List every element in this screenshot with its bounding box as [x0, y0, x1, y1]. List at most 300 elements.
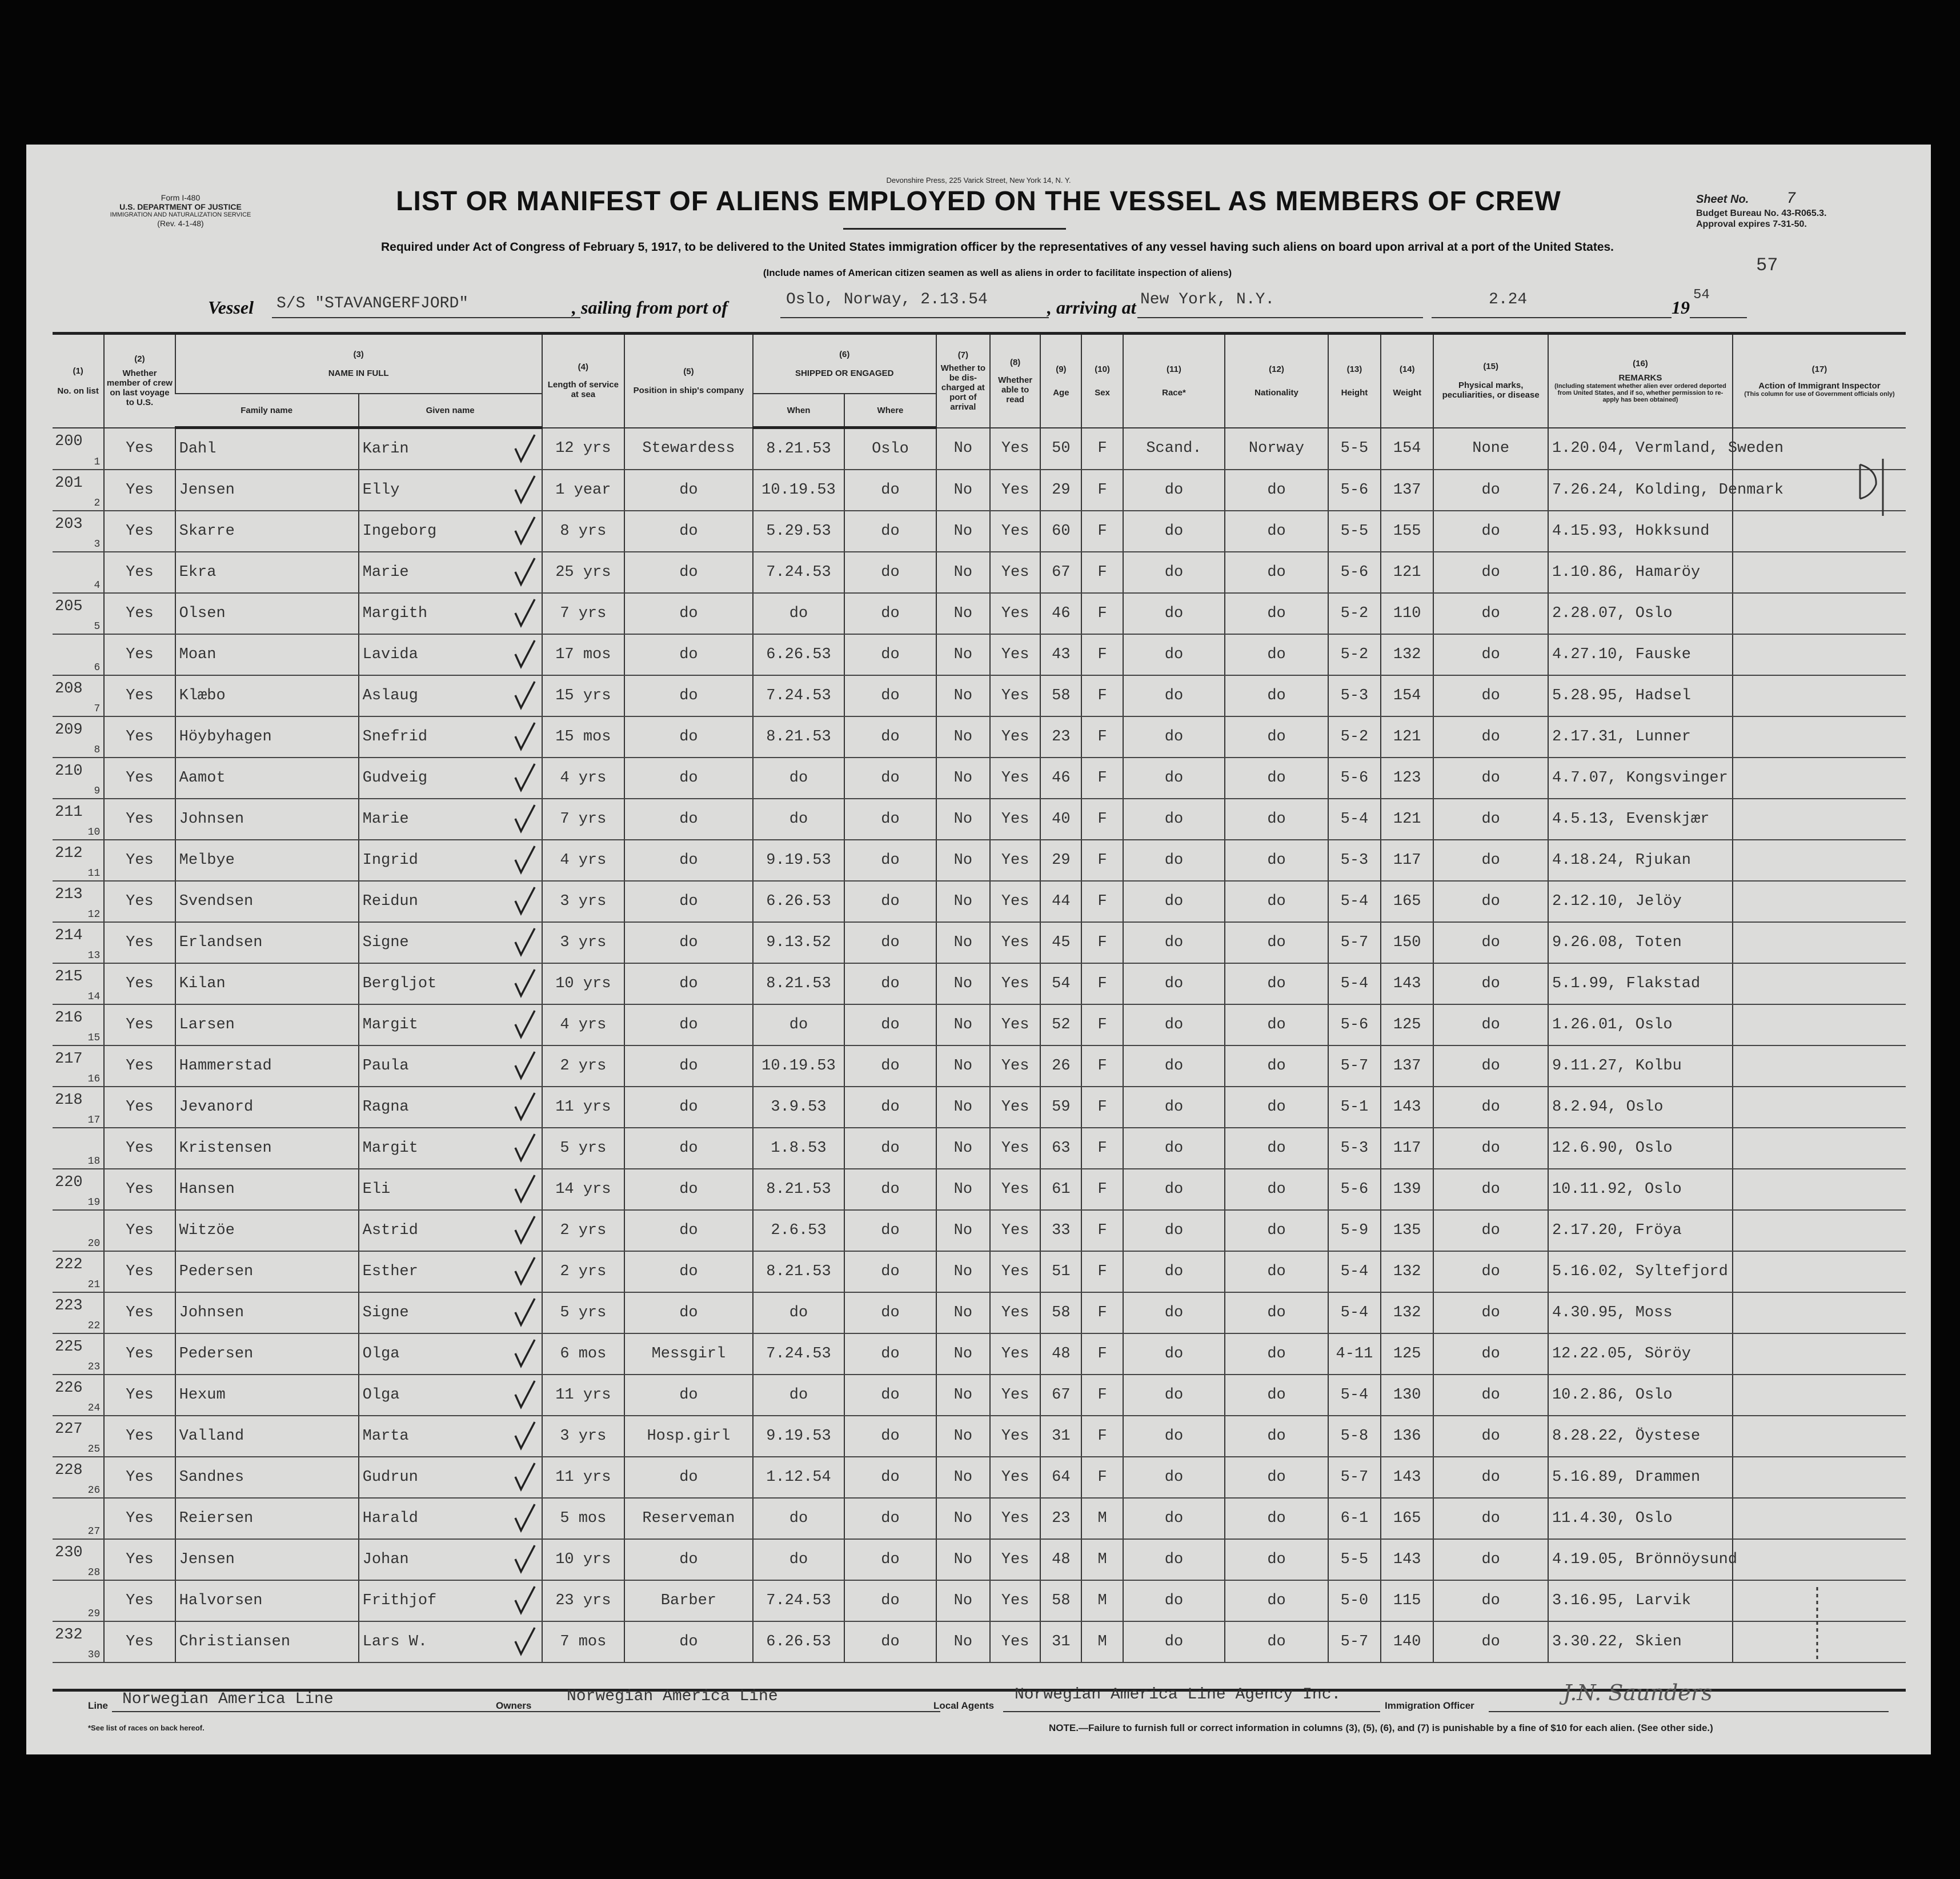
- given-name-cell: Gudrun: [359, 1457, 542, 1498]
- list-number: 220: [55, 1174, 83, 1191]
- shipped-where-cell: do: [844, 470, 936, 511]
- last-voyage-cell: Yes: [104, 1169, 175, 1210]
- discharged-cell: No: [936, 1169, 990, 1210]
- service-cell: 17 mos: [542, 634, 624, 675]
- check-mark-icon: [512, 884, 538, 918]
- nationality-cell: do: [1225, 1169, 1328, 1210]
- last-voyage-cell: Yes: [104, 963, 175, 1004]
- sex-cell: F: [1081, 1416, 1123, 1457]
- race-cell: do: [1123, 1004, 1225, 1045]
- weight-cell: 155: [1381, 511, 1433, 552]
- shipped-when-cell: do: [753, 1539, 844, 1580]
- physical-marks-cell: do: [1433, 511, 1548, 552]
- shipped-where-cell: do: [844, 1210, 936, 1251]
- position-cell: do: [624, 675, 753, 716]
- height-cell: 5-3: [1328, 1128, 1381, 1169]
- list-number: 205: [55, 598, 83, 615]
- check-mark-icon: [512, 514, 538, 548]
- weight-cell: 143: [1381, 1457, 1433, 1498]
- shipped-where-cell: do: [844, 922, 936, 963]
- col-race-header: (11) Race*: [1123, 334, 1225, 428]
- table-row: [53, 963, 1906, 1004]
- age-cell: 48: [1040, 1333, 1081, 1375]
- age-cell: 52: [1040, 1004, 1081, 1045]
- sex-cell: F: [1081, 758, 1123, 799]
- shipped-when-cell: do: [753, 593, 844, 634]
- inspector-action-cell: [1733, 1251, 1906, 1292]
- remarks-cell: 9.11.27, Kolbu: [1548, 1045, 1733, 1087]
- check-mark-icon: [512, 1583, 538, 1617]
- discharged-cell: No: [936, 593, 990, 634]
- family-name-cell: Hammerstad: [175, 1045, 359, 1087]
- arriving-port: New York, N.Y.: [1140, 291, 1275, 309]
- family-name-cell: Svendsen: [175, 881, 359, 922]
- position-cell: do: [624, 470, 753, 511]
- agents-value: Norwegian America Line Agency Inc.: [1015, 1686, 1341, 1704]
- age-cell: 58: [1040, 675, 1081, 716]
- read-cell: Yes: [990, 922, 1040, 963]
- physical-marks-cell: do: [1433, 1210, 1548, 1251]
- table-row: [53, 1087, 1906, 1128]
- remarks-cell: 10.11.92, Oslo: [1548, 1169, 1733, 1210]
- position-cell: Stewardess: [624, 428, 753, 470]
- check-mark-icon: [512, 1172, 538, 1206]
- nationality-cell: do: [1225, 1128, 1328, 1169]
- line-number: 8: [94, 744, 101, 756]
- shipped-where-cell: do: [844, 799, 936, 840]
- given-name-cell: Eli: [359, 1169, 542, 1210]
- given-name-cell: Harald: [359, 1498, 542, 1539]
- sex-cell: M: [1081, 1580, 1123, 1621]
- col-age-header: (9) Age: [1040, 334, 1081, 428]
- shipped-where-cell: do: [844, 1292, 936, 1333]
- read-cell: Yes: [990, 1375, 1040, 1416]
- form-revision: (Rev. 4-1-48): [157, 218, 204, 228]
- age-cell: 45: [1040, 922, 1081, 963]
- list-number: 210: [55, 763, 83, 780]
- table-row: [53, 675, 1906, 716]
- line-number: 13: [87, 950, 101, 961]
- family-name-cell: Johnsen: [175, 799, 359, 840]
- discharged-cell: No: [936, 1292, 990, 1333]
- remarks-cell: 10.2.86, Oslo: [1548, 1375, 1733, 1416]
- service-cell: 3 yrs: [542, 922, 624, 963]
- sailing-underline: [780, 317, 1049, 318]
- discharged-cell: No: [936, 1580, 990, 1621]
- age-cell: 67: [1040, 552, 1081, 593]
- list-number-cell: [53, 922, 104, 963]
- sheet-label: Sheet No.: [1696, 193, 1749, 206]
- position-cell: do: [624, 1169, 753, 1210]
- last-voyage-cell: Yes: [104, 922, 175, 963]
- read-cell: Yes: [990, 593, 1040, 634]
- last-voyage-cell: Yes: [104, 1375, 175, 1416]
- given-name-cell: Lavida: [359, 634, 542, 675]
- remarks-cell: 4.18.24, Rjukan: [1548, 840, 1733, 881]
- service-cell: 11 yrs: [542, 1375, 624, 1416]
- physical-marks-cell: do: [1433, 799, 1548, 840]
- discharged-cell: No: [936, 840, 990, 881]
- nationality-cell: do: [1225, 1621, 1328, 1662]
- check-mark-icon: [512, 1542, 538, 1576]
- col-action-header: (17) Action of Immigrant Inspector (This column for use of Government officials only): [1733, 334, 1906, 428]
- col-position-header: (5) Position in ship's company: [624, 334, 753, 428]
- service-cell: 3 yrs: [542, 1416, 624, 1457]
- nationality-cell: do: [1225, 1087, 1328, 1128]
- table-row: [53, 1169, 1906, 1210]
- shipped-when-cell: 7.24.53: [753, 552, 844, 593]
- nationality-cell: do: [1225, 1416, 1328, 1457]
- list-number: 203: [55, 516, 83, 533]
- shipped-when-cell: 3.9.53: [753, 1087, 844, 1128]
- sex-cell: F: [1081, 511, 1123, 552]
- race-cell: do: [1123, 1292, 1225, 1333]
- shipped-when-cell: 8.21.53: [753, 1251, 844, 1292]
- age-cell: 50: [1040, 428, 1081, 470]
- line-number: 1: [94, 456, 101, 468]
- sex-cell: F: [1081, 922, 1123, 963]
- line-value: Norwegian America Line: [122, 1690, 334, 1708]
- sailing-port: Oslo, Norway, 2.13.54: [786, 291, 988, 309]
- last-voyage-cell: Yes: [104, 511, 175, 552]
- service-cell: 11 yrs: [542, 1457, 624, 1498]
- service-cell: 5 yrs: [542, 1128, 624, 1169]
- service-cell: 4 yrs: [542, 840, 624, 881]
- service-cell: 3 yrs: [542, 881, 624, 922]
- race-cell: do: [1123, 470, 1225, 511]
- weight-cell: 143: [1381, 1087, 1433, 1128]
- discharged-cell: No: [936, 634, 990, 675]
- weight-cell: 135: [1381, 1210, 1433, 1251]
- table-row: [53, 511, 1906, 552]
- list-number: 215: [55, 968, 83, 985]
- discharged-cell: No: [936, 1498, 990, 1539]
- col-remarks-header: (16) REMARKS (Including statement whether alien ever ordered deported from United States, and if so, whether permission to re-apply has been obtained): [1548, 334, 1733, 428]
- read-cell: Yes: [990, 1292, 1040, 1333]
- list-number-cell: [53, 675, 104, 716]
- col-last-voyage-header: (2) Whether member of crew on last voyage to U.S.: [104, 334, 175, 428]
- shipped-where-cell: do: [844, 593, 936, 634]
- position-cell: do: [624, 552, 753, 593]
- list-number-cell: [53, 1004, 104, 1045]
- shipped-where-cell: Oslo: [844, 428, 936, 470]
- read-cell: Yes: [990, 799, 1040, 840]
- weight-cell: 150: [1381, 922, 1433, 963]
- line-underline: [112, 1711, 558, 1712]
- weight-cell: 154: [1381, 428, 1433, 470]
- family-name-cell: Höybyhagen: [175, 716, 359, 758]
- age-cell: 23: [1040, 1498, 1081, 1539]
- weight-cell: 110: [1381, 593, 1433, 634]
- weight-cell: 137: [1381, 1045, 1433, 1087]
- shipped-where-cell: do: [844, 1087, 936, 1128]
- remarks-cell: 7.26.24, Kolding, Denmark: [1548, 470, 1733, 511]
- position-cell: do: [624, 881, 753, 922]
- check-mark-icon: [512, 802, 538, 836]
- family-name-cell: Melbye: [175, 840, 359, 881]
- given-name-cell: Paula: [359, 1045, 542, 1087]
- line-number: 2: [94, 498, 101, 509]
- race-cell: do: [1123, 1210, 1225, 1251]
- height-cell: 5-6: [1328, 1169, 1381, 1210]
- last-voyage-cell: Yes: [104, 1087, 175, 1128]
- race-cell: do: [1123, 1251, 1225, 1292]
- agents-underline: [1003, 1711, 1380, 1712]
- family-name-cell: Pedersen: [175, 1251, 359, 1292]
- list-number: 225: [55, 1339, 83, 1356]
- list-number: 201: [55, 475, 83, 492]
- service-cell: 7 yrs: [542, 593, 624, 634]
- check-mark-icon: [512, 1295, 538, 1329]
- family-name-cell: Hexum: [175, 1375, 359, 1416]
- read-cell: Yes: [990, 1498, 1040, 1539]
- nationality-cell: do: [1225, 1580, 1328, 1621]
- age-cell: 29: [1040, 840, 1081, 881]
- last-voyage-cell: Yes: [104, 1498, 175, 1539]
- position-cell: do: [624, 1210, 753, 1251]
- shipped-where-cell: do: [844, 1621, 936, 1662]
- read-cell: Yes: [990, 552, 1040, 593]
- vessel-underline: [272, 317, 580, 318]
- crew-table-body: [53, 428, 1906, 1663]
- remarks-cell: 5.1.99, Flakstad: [1548, 963, 1733, 1004]
- physical-marks-cell: do: [1433, 1169, 1548, 1210]
- age-cell: 46: [1040, 758, 1081, 799]
- last-voyage-cell: Yes: [104, 634, 175, 675]
- officer-signature: J.N. Saunders: [1563, 1680, 1713, 1705]
- list-number-cell: [53, 963, 104, 1004]
- height-cell: 5-8: [1328, 1416, 1381, 1457]
- weight-cell: 130: [1381, 1375, 1433, 1416]
- given-name-cell: Marie: [359, 799, 542, 840]
- service-cell: 12 yrs: [542, 428, 624, 470]
- sex-cell: F: [1081, 675, 1123, 716]
- line-number: 14: [87, 991, 101, 1003]
- nationality-cell: do: [1225, 799, 1328, 840]
- given-name-cell: Reidun: [359, 881, 542, 922]
- list-number-cell: [53, 1333, 104, 1375]
- given-name-cell: Aslaug: [359, 675, 542, 716]
- remarks-cell: 8.2.94, Oslo: [1548, 1087, 1733, 1128]
- read-cell: Yes: [990, 840, 1040, 881]
- line-number: 25: [87, 1444, 101, 1455]
- remarks-cell: 1.20.04, Vermland, Sweden: [1548, 428, 1733, 470]
- table-row: [53, 716, 1906, 758]
- remarks-cell: 4.5.13, Evenskjær: [1548, 799, 1733, 840]
- list-number: 209: [55, 722, 83, 739]
- line-label: Line: [88, 1700, 108, 1711]
- table-row: [53, 1004, 1906, 1045]
- weight-cell: 121: [1381, 552, 1433, 593]
- last-voyage-cell: Yes: [104, 799, 175, 840]
- nationality-cell: do: [1225, 840, 1328, 881]
- table-row: [53, 593, 1906, 634]
- table-row: [53, 470, 1906, 511]
- service-cell: 11 yrs: [542, 1087, 624, 1128]
- shipped-where-cell: do: [844, 1416, 936, 1457]
- check-mark-icon: [512, 472, 538, 507]
- remarks-cell: 12.22.05, Söröy: [1548, 1333, 1733, 1375]
- sex-cell: F: [1081, 840, 1123, 881]
- given-name-cell: Ragna: [359, 1087, 542, 1128]
- given-name-cell: Marta: [359, 1416, 542, 1457]
- sex-cell: F: [1081, 1210, 1123, 1251]
- remarks-cell: 1.10.86, Hamaröy: [1548, 552, 1733, 593]
- check-mark-icon: [512, 925, 538, 959]
- col-read-header: (8) Whether able to read: [990, 334, 1040, 428]
- col-discharged-header: (7) Whether to be dis-charged at port of arrival: [936, 334, 990, 428]
- shipped-when-cell: 10.19.53: [753, 1045, 844, 1087]
- age-cell: 44: [1040, 881, 1081, 922]
- budget-bureau: Budget Bureau No. 43-R065.3.: [1696, 209, 1827, 219]
- line-number: 4: [94, 580, 101, 591]
- height-cell: 5-7: [1328, 1457, 1381, 1498]
- weight-cell: 125: [1381, 1333, 1433, 1375]
- last-voyage-cell: Yes: [104, 716, 175, 758]
- physical-marks-cell: do: [1433, 552, 1548, 593]
- height-cell: 5-2: [1328, 716, 1381, 758]
- discharged-cell: No: [936, 1087, 990, 1128]
- race-cell: do: [1123, 840, 1225, 881]
- race-cell: do: [1123, 511, 1225, 552]
- title-underline: [843, 228, 1066, 230]
- shipped-where-cell: do: [844, 1498, 936, 1539]
- check-mark-icon: [512, 596, 538, 630]
- list-number: 222: [55, 1256, 83, 1273]
- discharged-cell: No: [936, 881, 990, 922]
- race-cell: do: [1123, 675, 1225, 716]
- age-cell: 31: [1040, 1416, 1081, 1457]
- list-number: 211: [55, 804, 83, 821]
- check-mark-icon: [512, 1624, 538, 1658]
- read-cell: Yes: [990, 675, 1040, 716]
- weight-cell: 132: [1381, 1292, 1433, 1333]
- position-cell: do: [624, 593, 753, 634]
- remarks-cell: 1.26.01, Oslo: [1548, 1004, 1733, 1045]
- weight-cell: 136: [1381, 1416, 1433, 1457]
- check-mark-icon: [512, 1089, 538, 1124]
- age-cell: 58: [1040, 1292, 1081, 1333]
- last-voyage-cell: Yes: [104, 470, 175, 511]
- list-number-cell: [53, 552, 104, 593]
- race-cell: do: [1123, 716, 1225, 758]
- race-cell: do: [1123, 1045, 1225, 1087]
- sex-cell: F: [1081, 552, 1123, 593]
- owners-label: Owners: [496, 1700, 532, 1711]
- table-row: [53, 1416, 1906, 1457]
- inspector-action-cell: [1733, 758, 1906, 799]
- remarks-cell: 5.16.02, Syltefjord: [1548, 1251, 1733, 1292]
- sex-cell: M: [1081, 1498, 1123, 1539]
- age-cell: 64: [1040, 1457, 1081, 1498]
- shipped-when-cell: do: [753, 1004, 844, 1045]
- race-cell: do: [1123, 881, 1225, 922]
- table-row: [53, 1580, 1906, 1621]
- shipped-where-cell: do: [844, 1128, 936, 1169]
- weight-cell: 125: [1381, 1004, 1433, 1045]
- check-mark-icon: [512, 1131, 538, 1165]
- page-number: 57: [1756, 255, 1778, 276]
- family-name-cell: Larsen: [175, 1004, 359, 1045]
- shipped-when-cell: do: [753, 1292, 844, 1333]
- race-cell: do: [1123, 1621, 1225, 1662]
- last-voyage-cell: Yes: [104, 1333, 175, 1375]
- list-number-cell: [53, 716, 104, 758]
- service-cell: 4 yrs: [542, 1004, 624, 1045]
- last-voyage-cell: Yes: [104, 1128, 175, 1169]
- family-name-cell: Moan: [175, 634, 359, 675]
- check-mark-icon: [512, 1048, 538, 1083]
- races-note: *See list of races on back hereof.: [88, 1724, 205, 1732]
- list-number-cell: [53, 470, 104, 511]
- nationality-cell: do: [1225, 634, 1328, 675]
- shipped-when-cell: do: [753, 799, 844, 840]
- service-cell: 7 yrs: [542, 799, 624, 840]
- shipped-where-cell: do: [844, 1457, 936, 1498]
- table-row: [53, 1333, 1906, 1375]
- last-voyage-cell: Yes: [104, 1251, 175, 1292]
- given-name-cell: Ingrid: [359, 840, 542, 881]
- last-voyage-cell: Yes: [104, 881, 175, 922]
- family-name-cell: Pedersen: [175, 1333, 359, 1375]
- race-cell: do: [1123, 1457, 1225, 1498]
- line-number: 17: [87, 1115, 101, 1126]
- inclusion-note: (Include names of American citizen seamen as well as aliens in order to facilitate inspection of aliens): [763, 267, 1232, 278]
- given-name-cell: Esther: [359, 1251, 542, 1292]
- check-mark-icon: [512, 843, 538, 877]
- position-cell: do: [624, 1251, 753, 1292]
- list-number: 216: [55, 1009, 83, 1027]
- shipped-when-cell: 8.21.53: [753, 963, 844, 1004]
- physical-marks-cell: do: [1433, 1375, 1548, 1416]
- sex-cell: F: [1081, 634, 1123, 675]
- height-cell: 5-1: [1328, 1087, 1381, 1128]
- service-cell: 4 yrs: [542, 758, 624, 799]
- read-cell: Yes: [990, 1210, 1040, 1251]
- physical-marks-cell: do: [1433, 1457, 1548, 1498]
- weight-cell: 154: [1381, 675, 1433, 716]
- inspector-action-cell: [1733, 1539, 1906, 1580]
- printer-line: Devonshire Press, 225 Varick Street, New York 14, N. Y.: [886, 176, 1071, 185]
- age-cell: 43: [1040, 634, 1081, 675]
- height-cell: 5-2: [1328, 593, 1381, 634]
- discharged-cell: No: [936, 1128, 990, 1169]
- physical-marks-cell: do: [1433, 1251, 1548, 1292]
- discharged-cell: No: [936, 1375, 990, 1416]
- remarks-cell: 2.17.31, Lunner: [1548, 716, 1733, 758]
- list-number-cell: [53, 1087, 104, 1128]
- given-name-cell: Gudveig: [359, 758, 542, 799]
- col-shipped-header: (6) SHIPPED OR ENGAGED: [753, 334, 936, 394]
- arriving-underline: [1137, 317, 1423, 318]
- age-cell: 51: [1040, 1251, 1081, 1292]
- physical-marks-cell: do: [1433, 470, 1548, 511]
- nationality-cell: do: [1225, 881, 1328, 922]
- age-cell: 60: [1040, 511, 1081, 552]
- shipped-when-cell: 9.19.53: [753, 840, 844, 881]
- last-voyage-cell: Yes: [104, 1580, 175, 1621]
- inspector-action-cell: [1733, 716, 1906, 758]
- shipped-where-cell: do: [844, 1333, 936, 1375]
- remarks-cell: 11.4.30, Oslo: [1548, 1498, 1733, 1539]
- shipped-when-cell: do: [753, 1498, 844, 1539]
- last-voyage-cell: Yes: [104, 1045, 175, 1087]
- read-cell: Yes: [990, 1087, 1040, 1128]
- height-cell: 5-4: [1328, 1375, 1381, 1416]
- inspector-action-cell: [1733, 922, 1906, 963]
- table-row: [53, 1045, 1906, 1087]
- form-number: Form I-480: [161, 193, 201, 202]
